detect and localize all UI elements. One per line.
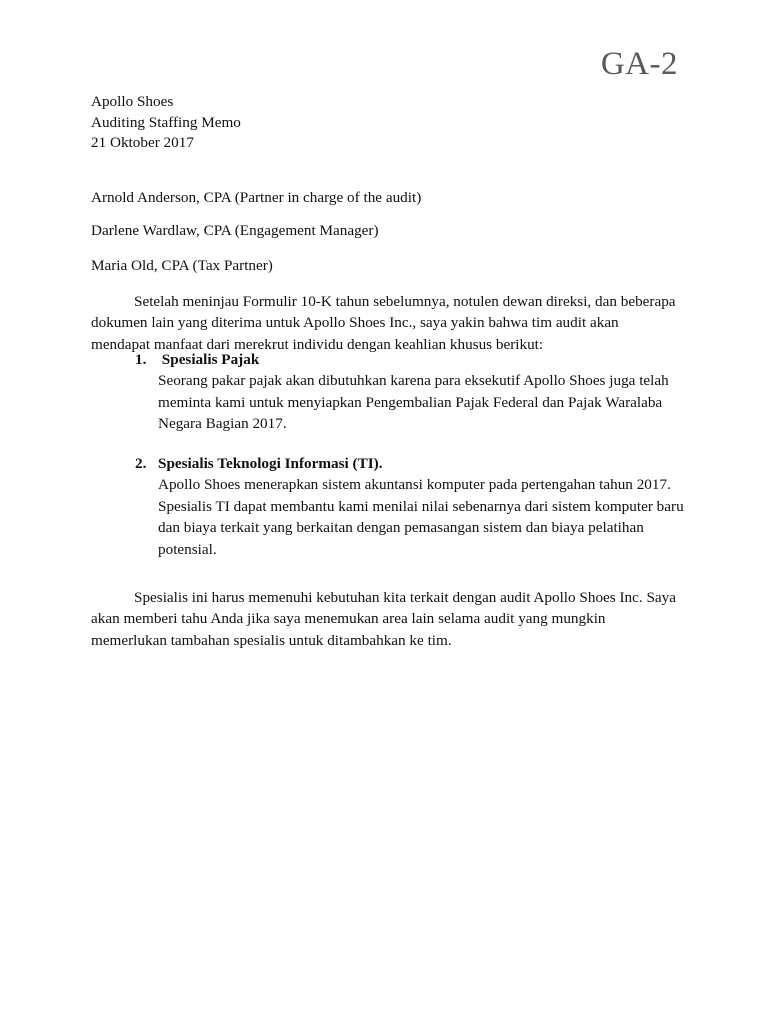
addressee-tax-partner xyxy=(91,256,681,277)
memo-title: Auditing Staffing Memo xyxy=(91,113,241,131)
closing-paragraph: Spesialis ini harus memenuhi kebutuhan kita terkait dengan audit Apollo Shoes Inc. Saya akan memberi tahu Anda jika saya menemukan area lain selama audit yang mungkin memerlukan tambahan spesialis untuk ditambahkan ke tim. xyxy=(91,589,677,649)
specialist-title: Spesialis Teknologi Informasi (TI). xyxy=(158,455,383,472)
document-reference-mark: GA-2 xyxy=(600,46,678,82)
list-number: 2. xyxy=(135,455,147,472)
addressee-partner xyxy=(91,188,681,209)
addressee-manager xyxy=(91,221,681,242)
memo-header xyxy=(91,92,681,154)
addressee-line: Maria Old, CPA (Tax Partner) xyxy=(91,257,273,274)
specialist-description: Apollo Shoes menerapkan sistem akuntansi komputer pada pertengahan tahun 2017. Spesialis TI dapat membantu kami menilai nilai sebenarnya dari sistem komputer baru dan biaya terkait yang berkaitan dengan pemasangan sistem dan biaya pelatihan potensial. xyxy=(158,476,684,558)
specialist-description: Seorang pakar pajak akan dibutuhkan karena para eksekutif Apollo Shoes juga telah meminta kami untuk menyiapkan Pengembalian Pajak Federal dan Pajak Waralaba Negara Bagian 2017. xyxy=(158,372,669,433)
specialist-heading xyxy=(135,453,685,474)
company-name: Apollo Shoes xyxy=(91,93,174,110)
addressee-line: Darlene Wardlaw, CPA (Engagement Manager) xyxy=(91,222,379,239)
specialist-title: Spesialis Pajak xyxy=(158,351,260,368)
intro-paragraph: Setelah meninjau Formulir 10-K tahun sebelumnya, notulen dewan direksi, dan beberapa dokumen lain yang diterima untuk Apollo Shoes Inc., saya yakin bahwa tim audit akan mendapat manfaat dari merekrut individu dengan keahlian khusus berikut: xyxy=(91,293,676,353)
specialist-item-tax xyxy=(135,349,685,435)
memo-date: 21 Oktober 2017 xyxy=(91,134,194,152)
addressee-line: Arnold Anderson, CPA (Partner in charge of the audit) xyxy=(91,189,422,206)
specialist-item-it xyxy=(135,453,685,560)
specialist-heading xyxy=(135,349,685,370)
list-number: 1. xyxy=(135,351,147,368)
